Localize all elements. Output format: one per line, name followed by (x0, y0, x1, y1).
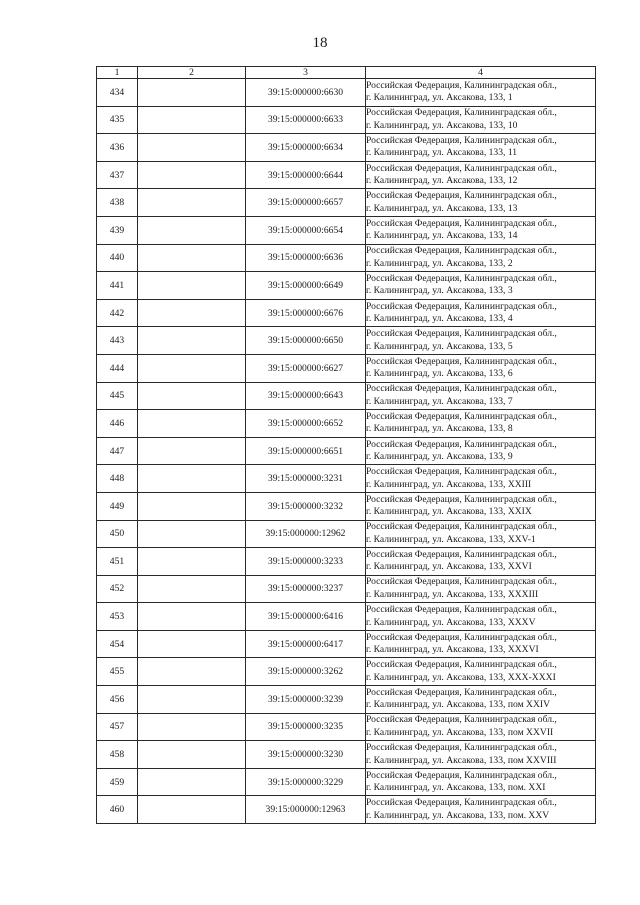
row-col-2 (138, 79, 246, 107)
row-col-2 (138, 299, 246, 327)
address-line-2: г. Калининград, ул. Аксакова, 133, пом XXVII (366, 726, 554, 738)
row-col-2 (138, 189, 246, 217)
row-col-2 (138, 106, 246, 134)
table-row (97, 299, 596, 327)
cadastral-number: 39:15:000000:6657 (246, 189, 366, 217)
address-line-2: г. Калининград, ул. Аксакова, 133, 12 (366, 175, 518, 187)
row-col-2 (138, 216, 246, 244)
table-row (97, 658, 596, 686)
row-col-2 (138, 161, 246, 189)
row-number: 459 (97, 768, 138, 796)
address-line-2: г. Калининград, ул. Аксакова, 133, 13 (366, 202, 518, 214)
header-col-3: 3 (246, 67, 366, 79)
row-col-2 (138, 134, 246, 162)
row-col-2 (138, 686, 246, 714)
address-line-1: Российская Федерация, Калининградская обл., (366, 521, 557, 533)
address-line-1: Российская Федерация, Калининградская обл., (366, 493, 557, 505)
cadastral-number: 39:15:000000:6652 (246, 410, 366, 438)
address (366, 244, 596, 272)
cadastral-number: 39:15:000000:3229 (246, 768, 366, 796)
address (366, 299, 596, 327)
row-number: 447 (97, 437, 138, 465)
row-col-2 (138, 630, 246, 658)
address-line-1: Российская Федерация, Калининградская обл., (366, 328, 557, 340)
address (366, 216, 596, 244)
table-row (97, 410, 596, 438)
address-line-1: Российская Федерация, Калининградская обл., (366, 659, 557, 671)
address-line-2: г. Калининград, ул. Аксакова, 133, пом XXVIII (366, 754, 557, 766)
address-line-1: Российская Федерация, Калининградская обл., (366, 742, 557, 754)
address-line-2: г. Калининград, ул. Аксакова, 133, 4 (366, 313, 513, 325)
address-line-1: Российская Федерация, Калининградская обл., (366, 190, 557, 202)
table-row (97, 548, 596, 576)
cadastral-number: 39:15:000000:6633 (246, 106, 366, 134)
table-row (97, 244, 596, 272)
table-row (97, 575, 596, 603)
row-number: 454 (97, 630, 138, 658)
table-row (97, 520, 596, 548)
table-row (97, 79, 596, 107)
address-line-2: г. Калининград, ул. Аксакова, 133, пом XXIV (366, 699, 551, 711)
table-body (97, 79, 596, 824)
address (366, 189, 596, 217)
row-number: 444 (97, 354, 138, 382)
address-line-2: г. Калининград, ул. Аксакова, 133, 3 (366, 285, 513, 297)
address (366, 492, 596, 520)
address-line-2: г. Калининград, ул. Аксакова, 133, XXVI (366, 561, 532, 573)
header-col-2: 2 (138, 67, 246, 79)
row-number: 452 (97, 575, 138, 603)
row-number: 458 (97, 741, 138, 769)
address (366, 134, 596, 162)
address (366, 354, 596, 382)
address-line-1: Российская Федерация, Калининградская обл., (366, 217, 557, 229)
page-number: 18 (312, 35, 328, 51)
address-line-1: Российская Федерация, Калининградская обл., (366, 797, 557, 809)
cadastral-number: 39:15:000000:3233 (246, 548, 366, 576)
row-col-2 (138, 244, 246, 272)
address-line-2: г. Калининград, ул. Аксакова, 133, XXIII (366, 478, 532, 490)
table-row (97, 161, 596, 189)
row-col-2 (138, 465, 246, 493)
cadastral-number: 39:15:000000:6417 (246, 630, 366, 658)
cadastral-number: 39:15:000000:3235 (246, 713, 366, 741)
table-row (97, 465, 596, 493)
row-col-2 (138, 713, 246, 741)
address-line-2: г. Калининград, ул. Аксакова, 133, XXV-1 (366, 533, 536, 545)
address (366, 161, 596, 189)
row-col-2 (138, 354, 246, 382)
table-row (97, 492, 596, 520)
address-line-2: г. Калининград, ул. Аксакова, 133, 10 (366, 119, 518, 131)
address-line-2: г. Калининград, ул. Аксакова, 133, XXXV (366, 616, 536, 628)
cadastral-number: 39:15:000000:6651 (246, 437, 366, 465)
address-line-1: Российская Федерация, Калининградская обл., (366, 686, 557, 698)
table-row (97, 216, 596, 244)
address-line-2: г. Калининград, ул. Аксакова, 133, XXXIII (366, 588, 539, 600)
table-row (97, 272, 596, 300)
address-line-1: Российская Федерация, Калининградская обл., (366, 438, 557, 450)
address (366, 658, 596, 686)
row-number: 451 (97, 548, 138, 576)
table-row (97, 686, 596, 714)
row-col-2 (138, 327, 246, 355)
address-line-2: г. Калининград, ул. Аксакова, 133, 5 (366, 340, 513, 352)
registry-table (96, 66, 596, 824)
row-col-2 (138, 658, 246, 686)
address (366, 575, 596, 603)
address-line-1: Российская Федерация, Калининградская обл., (366, 714, 557, 726)
row-number: 446 (97, 410, 138, 438)
row-col-2 (138, 520, 246, 548)
row-col-2 (138, 741, 246, 769)
address-line-1: Российская Федерация, Калининградская обл., (366, 769, 557, 781)
cadastral-number: 39:15:000000:3262 (246, 658, 366, 686)
address (366, 713, 596, 741)
row-col-2 (138, 272, 246, 300)
table-row (97, 382, 596, 410)
row-col-2 (138, 796, 246, 824)
cadastral-number: 39:15:000000:6634 (246, 134, 366, 162)
table-row (97, 437, 596, 465)
address (366, 437, 596, 465)
row-number: 445 (97, 382, 138, 410)
row-col-2 (138, 410, 246, 438)
row-number: 437 (97, 161, 138, 189)
address (366, 603, 596, 631)
cadastral-number: 39:15:000000:6676 (246, 299, 366, 327)
address-line-1: Российская Федерация, Калининградская обл., (366, 410, 557, 422)
cadastral-number: 39:15:000000:6643 (246, 382, 366, 410)
address-line-1: Российская Федерация, Калининградская обл., (366, 604, 557, 616)
table-header (97, 67, 596, 79)
address (366, 106, 596, 134)
table-row (97, 630, 596, 658)
table-row (97, 796, 596, 824)
address (366, 272, 596, 300)
cadastral-number: 39:15:000000:12962 (246, 520, 366, 548)
table-row (97, 327, 596, 355)
address-line-2: г. Калининград, ул. Аксакова, 133, 8 (366, 423, 513, 435)
row-col-2 (138, 603, 246, 631)
cadastral-number: 39:15:000000:6630 (246, 79, 366, 107)
row-number: 455 (97, 658, 138, 686)
address-line-2: г. Калининград, ул. Аксакова, 133, 11 (366, 147, 518, 159)
address (366, 382, 596, 410)
address-line-1: Российская Федерация, Калининградская обл., (366, 79, 557, 91)
address (366, 79, 596, 107)
address-line-1: Российская Федерация, Калининградская обл., (366, 134, 557, 146)
row-number: 434 (97, 79, 138, 107)
row-col-2 (138, 437, 246, 465)
address-line-2: г. Калининград, ул. Аксакова, 133, пом. XXV (366, 809, 550, 821)
cadastral-number: 39:15:000000:3231 (246, 465, 366, 493)
address-line-1: Российская Федерация, Калининградская обл., (366, 300, 557, 312)
row-col-2 (138, 768, 246, 796)
row-number: 436 (97, 134, 138, 162)
cadastral-number: 39:15:000000:12963 (246, 796, 366, 824)
header-col-1: 1 (97, 67, 138, 79)
row-number: 453 (97, 603, 138, 631)
table-row (97, 134, 596, 162)
table-row (97, 106, 596, 134)
address (366, 520, 596, 548)
address-line-1: Российская Федерация, Калининградская обл., (366, 107, 557, 119)
row-number: 439 (97, 216, 138, 244)
address-line-1: Российская Федерация, Калининградская обл., (366, 245, 557, 257)
address (366, 548, 596, 576)
row-number: 448 (97, 465, 138, 493)
table-row (97, 189, 596, 217)
address (366, 410, 596, 438)
header-col-4: 4 (366, 67, 596, 79)
address-line-2: г. Калининград, ул. Аксакова, 133, 9 (366, 451, 513, 463)
row-col-2 (138, 548, 246, 576)
cadastral-number: 39:15:000000:3230 (246, 741, 366, 769)
table-row (97, 741, 596, 769)
address (366, 465, 596, 493)
cadastral-number: 39:15:000000:6627 (246, 354, 366, 382)
cadastral-number: 39:15:000000:6644 (246, 161, 366, 189)
row-number: 456 (97, 686, 138, 714)
address (366, 327, 596, 355)
address-line-2: г. Калининград, ул. Аксакова, 133, XXXVI (366, 644, 539, 656)
address-line-1: Российская Федерация, Калининградская обл., (366, 162, 557, 174)
address (366, 741, 596, 769)
address (366, 630, 596, 658)
address-line-1: Российская Федерация, Калининградская обл., (366, 355, 557, 367)
row-number: 441 (97, 272, 138, 300)
cadastral-number: 39:15:000000:3232 (246, 492, 366, 520)
address-line-2: г. Калининград, ул. Аксакова, 133, 6 (366, 368, 513, 380)
row-col-2 (138, 575, 246, 603)
address-line-2: г. Калининград, ул. Аксакова, 133, 7 (366, 395, 513, 407)
table-row (97, 768, 596, 796)
table-row (97, 713, 596, 741)
address-line-2: г. Калининград, ул. Аксакова, 133, 2 (366, 257, 513, 269)
cadastral-number: 39:15:000000:6650 (246, 327, 366, 355)
row-number: 449 (97, 492, 138, 520)
cadastral-number: 39:15:000000:6416 (246, 603, 366, 631)
row-number: 450 (97, 520, 138, 548)
address-line-1: Российская Федерация, Калининградская обл., (366, 466, 557, 478)
row-number: 442 (97, 299, 138, 327)
address (366, 768, 596, 796)
row-col-2 (138, 492, 246, 520)
cadastral-number: 39:15:000000:6654 (246, 216, 366, 244)
table-row (97, 354, 596, 382)
row-number: 438 (97, 189, 138, 217)
row-number: 457 (97, 713, 138, 741)
row-number: 460 (97, 796, 138, 824)
row-number: 443 (97, 327, 138, 355)
cadastral-number: 39:15:000000:6649 (246, 272, 366, 300)
row-col-2 (138, 382, 246, 410)
row-number: 440 (97, 244, 138, 272)
address (366, 686, 596, 714)
address (366, 796, 596, 824)
row-number: 435 (97, 106, 138, 134)
address-line-1: Российская Федерация, Калининградская обл., (366, 631, 557, 643)
cadastral-number: 39:15:000000:3239 (246, 686, 366, 714)
table-row (97, 603, 596, 631)
address-line-1: Российская Федерация, Калининградская обл., (366, 383, 557, 395)
address-line-1: Российская Федерация, Калининградская обл., (366, 548, 557, 560)
address-line-2: г. Калининград, ул. Аксакова, 133, 14 (366, 230, 518, 242)
cadastral-number: 39:15:000000:3237 (246, 575, 366, 603)
address-line-2: г. Калининград, ул. Аксакова, 133, XXIX (366, 506, 532, 518)
address-line-2: г. Калининград, ул. Аксакова, 133, 1 (366, 92, 513, 104)
address-line-1: Российская Федерация, Калининградская обл., (366, 576, 557, 588)
address-line-2: г. Калининград, ул. Аксакова, 133, пом. XXI (366, 782, 546, 794)
address-line-1: Российская Федерация, Калининградская обл., (366, 272, 557, 284)
address-line-2: г. Калининград, ул. Аксакова, 133, XXX-XXXI (366, 671, 556, 683)
cadastral-number: 39:15:000000:6636 (246, 244, 366, 272)
header-row (97, 67, 596, 79)
